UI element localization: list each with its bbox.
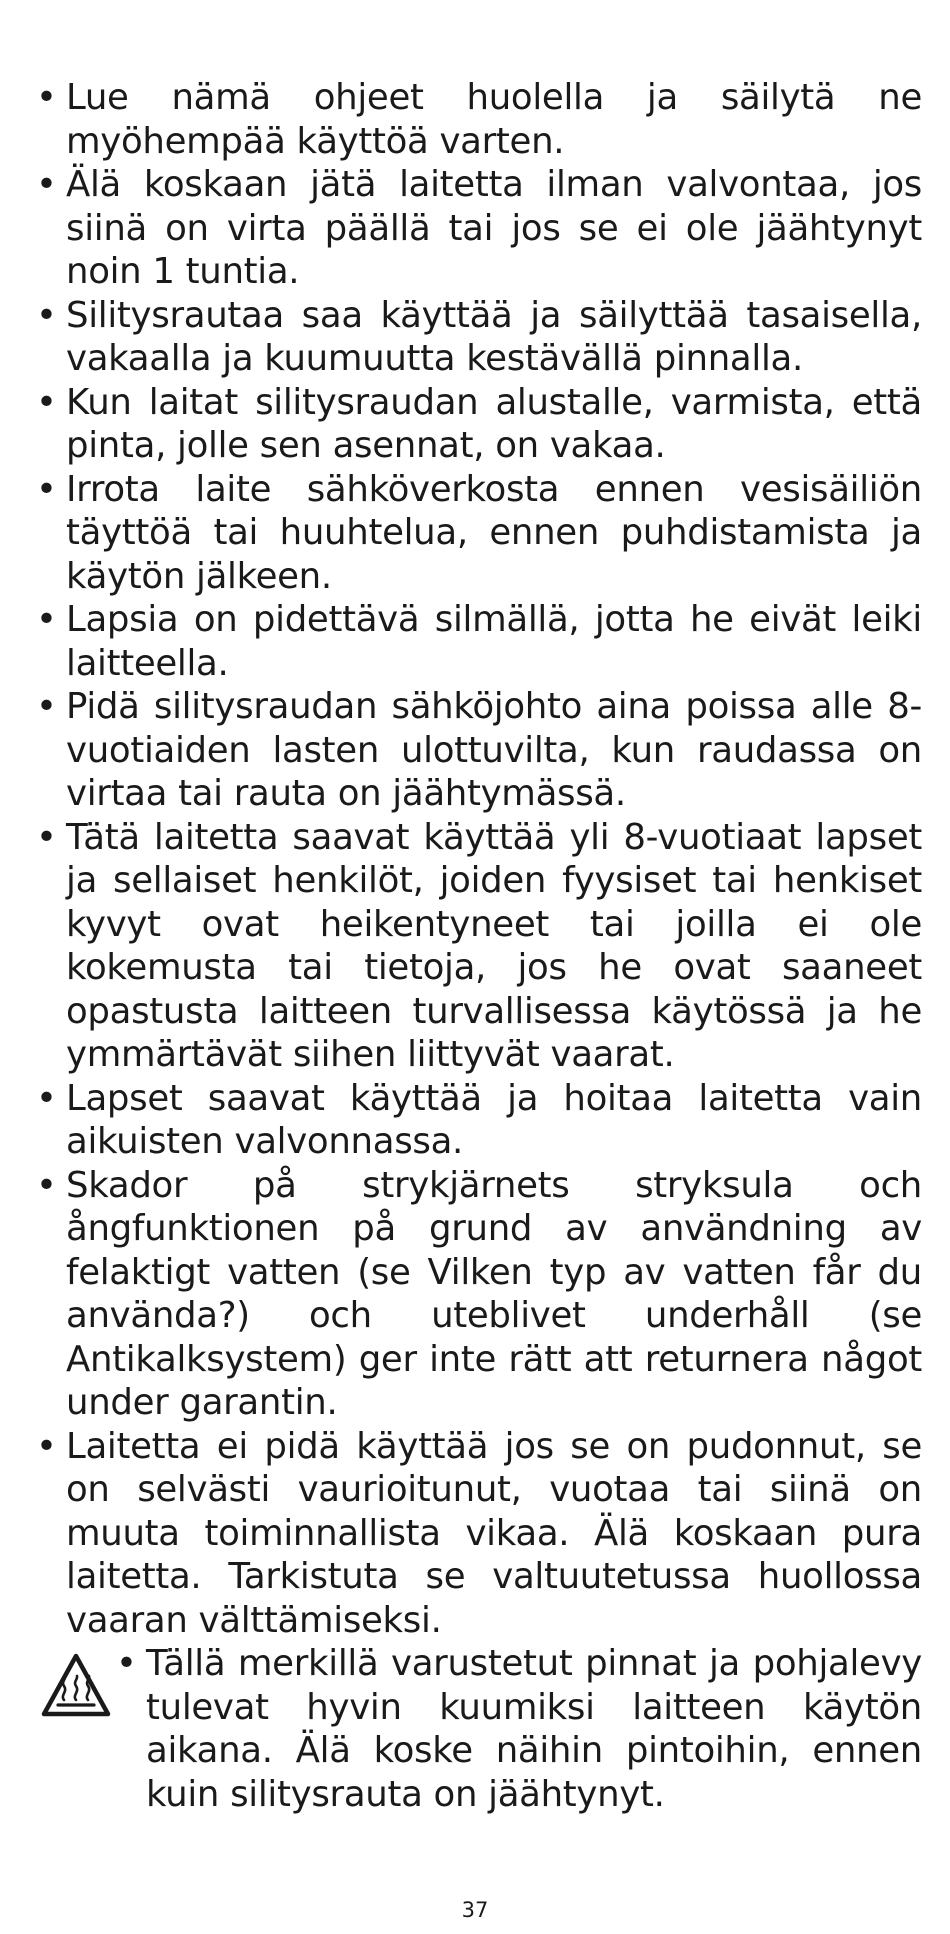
list-item-text: Älä koskaan jätä laitetta ilman valvontaa, jos siinä on virta päällä tai jos se ei ole jäähtynyt noin 1 tuntia. — [66, 164, 922, 292]
bullet-mark: • — [36, 1164, 57, 1206]
bullet-mark: • — [116, 1643, 137, 1684]
list-item — [36, 1077, 922, 1164]
list-item — [36, 598, 922, 685]
list-item-text: Lapset saavat käyttää ja hoitaa laitetta vain aikuisten valvonnassa. — [66, 1077, 922, 1162]
bullet-mark: • — [36, 468, 57, 510]
list-item-text: Silitysrautaa saa käyttää ja säilyttää tasaisella, vakaalla ja kuumuutta kestävällä pinnalla. — [66, 294, 922, 379]
list-item-text: Lapsia on pidettävä silmällä, jotta he eivät leiki laitteella. — [66, 599, 922, 684]
warning-list-item — [116, 1642, 922, 1816]
list-item-text: Tätä laitetta saavat käyttää yli 8-vuotiaat lapset ja sellaiset henkilöt, joiden fyysiset tai henkiset kyvyt ovat heikentyneet tai joilla ei ole kokemusta tai tietoja, jos he ovat saaneet opastusta laitteen turvallisessa käytössä ja he ymmärtävät siihen liittyvät vaarat. — [66, 816, 922, 1075]
list-item — [36, 816, 922, 1077]
list-item — [36, 76, 922, 163]
list-item-text: Lue nämä ohjeet huolella ja säilytä ne myöhempää käyttöä varten. — [66, 77, 922, 162]
bullet-mark: • — [36, 77, 57, 118]
bullet-mark: • — [36, 816, 57, 858]
list-item — [36, 163, 922, 294]
list-item-text: Pidä silitysraudan sähköjohto aina poissa alle 8-vuotiaiden lasten ulottuvilta, kun raudassa on virtaa tai rauta on jäähtymässä. — [66, 686, 922, 814]
page-number: 37 — [461, 1898, 489, 1922]
list-item — [36, 1425, 922, 1643]
bullet-mark: • — [36, 164, 57, 205]
bullet-mark: • — [36, 294, 57, 336]
bullet-mark: • — [36, 381, 57, 423]
bullet-mark: • — [36, 686, 57, 727]
list-item — [36, 381, 922, 468]
list-item — [36, 468, 922, 599]
warning-text: Tällä merkillä varustetut pinnat ja pohjalevy tulevat hyvin kuumiksi laitteen käytön aikana. Älä koske näihin pintoihin, ennen kuin silitysrauta on jäähtynyt. — [146, 1643, 922, 1815]
hot-surface-warning — [36, 1642, 922, 1816]
document-body — [36, 76, 922, 1816]
list-item-text: Laitetta ei pidä käyttää jos se on pudonnut, se on selvästi vaurioitunut, vuotaa tai siinä on muuta toiminnallista vikaa. Älä koskaan pura laitetta. Tarkistuta se valtuutetussa huollossa vaaran välttämiseksi. — [66, 1425, 922, 1641]
list-item — [36, 294, 922, 381]
bullet-mark: • — [36, 1077, 57, 1119]
safety-instructions-list — [36, 76, 922, 1642]
bullet-mark: • — [36, 599, 57, 640]
list-item-text: Kun laitat silitysraudan alustalle, varmista, että pinta, jolle sen asennat, on vakaa. — [66, 381, 922, 466]
hot-surface-warning-icon — [40, 1652, 112, 1718]
list-item — [36, 1164, 922, 1425]
bullet-mark: • — [36, 1425, 57, 1467]
list-item — [36, 685, 922, 816]
list-item-text: Skador på strykjärnets stryksula och ångfunktionen på grund av användning av felaktigt vatten (se Vilken typ av vatten får du använda?) och uteblivet underhåll (se Antikalksystem) ger inte rätt att returnera något under garantin. — [66, 1164, 922, 1423]
list-item-text: Irrota laite sähköverkosta ennen vesisäiliön täyttöä tai huuhtelua, ennen puhdistamista ja käytön jälkeen. — [66, 468, 922, 597]
